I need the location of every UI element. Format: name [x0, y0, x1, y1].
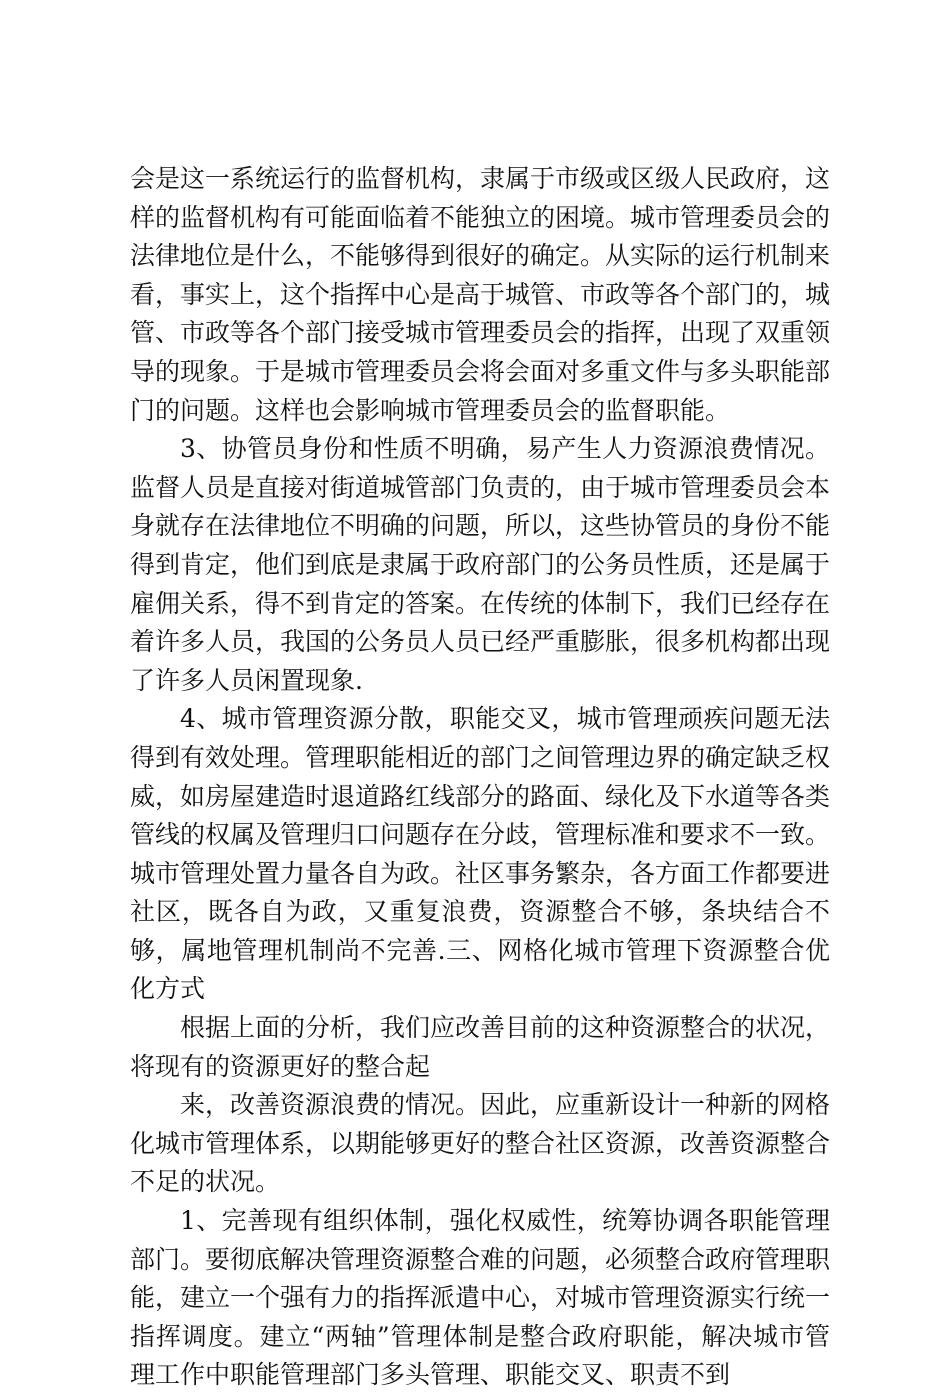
- paragraph-1: 会是这一系统运行的监督机构，隶属于市级或区级人民政府，这样的监督机构有可能面临着不能独立的困境。城市管理委员会的法律地位是什么，不能够得到很好的确定。从实际的运行机制来看，事实上，这个指挥中心是高于城管、市政等各个部门的，城管、市政等各个部门接受城市管理委员会的指挥，出现了双重领导的现象。于是城市管理委员会将会面对多重文件与多头职能部门的问题。这样也会影响城市管理委员会的监督职能。: [130, 164, 831, 425]
- paragraph-4: 根据上面的分析，我们应改善目前的这种资源整合的状况，将现有的资源更好的整合起: [130, 1013, 831, 1081]
- document-body: [130, 160, 830, 1395]
- paragraph-6: 1、完善现有组织体制，强化权威性，统筹协调各职能管理部门。要彻底解决管理资源整合难的问题，必须整合政府管理职能，建立一个强有力的指挥派遣中心，对城市管理资源实行统一指挥调度。建立“两轴”管理体制是整合政府职能，解决城市管理工作中职能管理部门多头管理、职能交叉、职责不到: [130, 1206, 831, 1390]
- paragraph-2: 3、协管员身份和性质不明确，易产生人力资源浪费情况。监督人员是直接对街道城管部门负责的，由于城市管理委员会本身就存在法律地位不明确的问题，所以，这些协管员的身份不能得到肯定，他们到底是隶属于政府部门的公务员性质，还是属于雇佣关系，得不到肯定的答案。在传统的体制下，我们已经存在着许多人员，我国的公务员人员已经严重膨胀，很多机构都出现了许多人员闲置现象.: [130, 434, 831, 695]
- paragraph-5: 来，改善资源浪费的情况。因此，应重新设计一种新的网格化城市管理体系，以期能够更好的整合社区资源，改善资源整合不足的状况。: [130, 1090, 831, 1197]
- paragraph-3: 4、城市管理资源分散，职能交叉，城市管理顽疾问题无法得到有效处理。管理职能相近的部门之间管理边界的确定缺乏权威，如房屋建造时退道路红线部分的路面、绿化及下水道等各类管线的权属及管理归口问题存在分歧，管理标准和要求不一致。城市管理处置力量各自为政。社区事务繁杂，各方面工作都要进社区，既各自为政，又重复浪费，资源整合不够，条块结合不够，属地管理机制尚不完善.三、网格化城市管理下资源整合优化方式: [130, 704, 831, 1004]
